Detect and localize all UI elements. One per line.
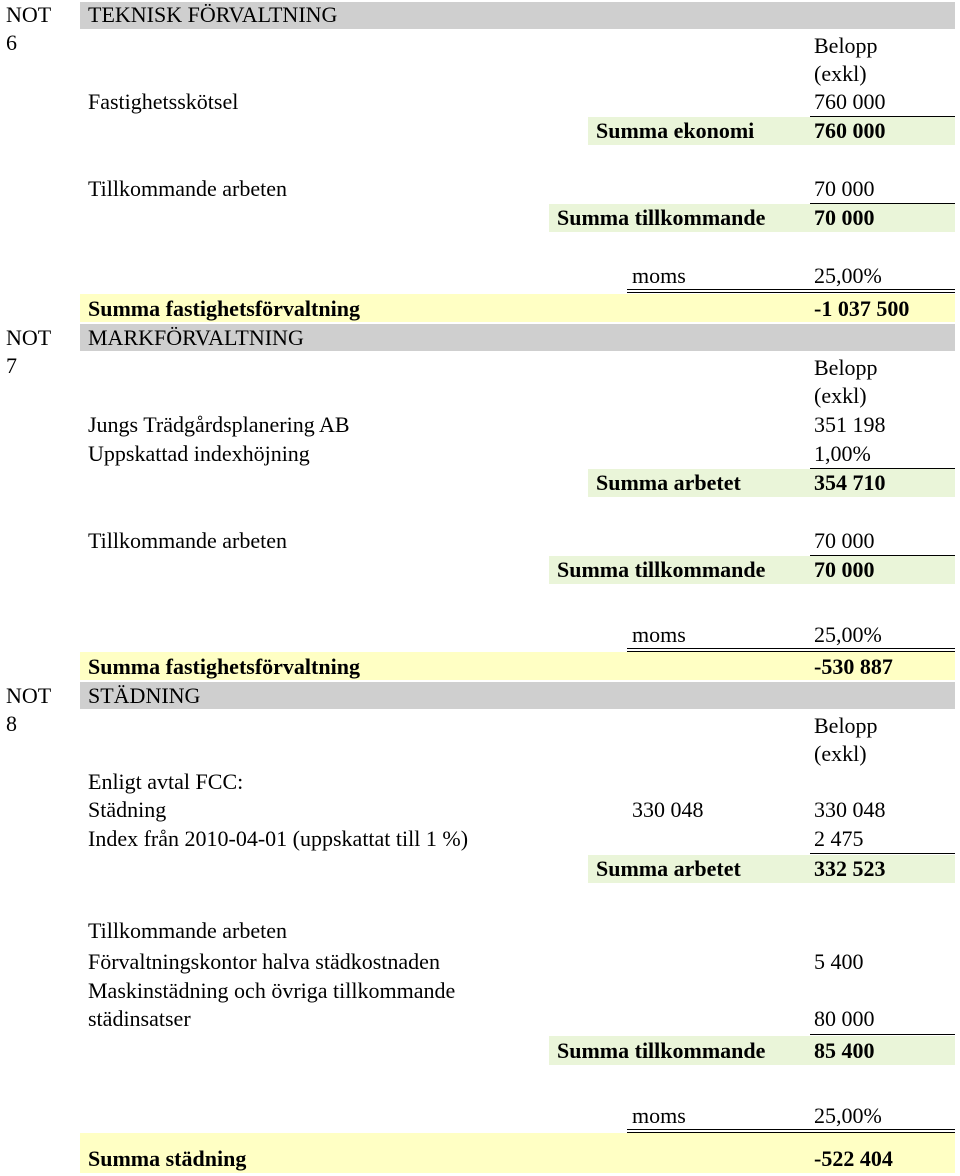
note6-sum2-value: 70 000 <box>814 205 875 230</box>
note8-sum1-value: 332 523 <box>814 856 886 881</box>
note7-number: 7 <box>6 353 17 378</box>
note7-sum2-label: Summa tillkommande <box>557 557 766 582</box>
note7-total-label: Summa fastighetsförvaltning <box>88 654 360 679</box>
note6-sum1-value: 760 000 <box>814 118 886 143</box>
note6-sum2-label: Summa tillkommande <box>557 205 766 230</box>
note6-total-label: Summa fastighetsförvaltning <box>88 296 360 321</box>
note7-extra-value: 70 000 <box>814 528 875 553</box>
note7-total-value: -530 887 <box>814 654 893 679</box>
note7-extra-label: Tillkommande arbeten <box>88 528 287 553</box>
note8-intro: Enligt avtal FCC: <box>88 769 244 794</box>
note8-sum2-label: Summa tillkommande <box>557 1038 766 1063</box>
note8-item2-rule <box>810 853 955 854</box>
note7-column-head-1: Belopp <box>814 355 878 380</box>
note8-item2-label: Index från 2010-04-01 (uppskattat till 1 %) <box>88 826 469 851</box>
note8-extra-heading: Tillkommande arbeten <box>88 918 287 943</box>
note6-label: NOT <box>6 2 52 27</box>
note8-sum2-value: 85 400 <box>814 1038 875 1063</box>
note7-sum2-value: 70 000 <box>814 557 875 582</box>
note8-label: NOT <box>6 683 52 708</box>
note7-heading: MARKFÖRVALTNING <box>88 325 304 350</box>
note6-heading: TEKNISK FÖRVALTNING <box>88 2 338 27</box>
note8-vat-value: 25,00% <box>814 1103 882 1128</box>
note6-item1-value: 760 000 <box>814 89 886 114</box>
note7-item1-value: 351 198 <box>814 412 886 437</box>
note8-total-value: -522 404 <box>814 1146 893 1171</box>
note7-sum1-label: Summa arbetet <box>596 470 741 495</box>
note8-number: 8 <box>6 711 17 736</box>
note8-extra2-label-line2: städinsatser <box>88 1006 191 1031</box>
note7-item2-value: 1,00% <box>814 441 871 466</box>
note6-item1-label: Fastighetsskötsel <box>88 89 239 114</box>
note8-item1-mid-value: 330 048 <box>632 797 704 822</box>
note8-column-head-2: (exkl) <box>814 741 867 766</box>
note8-vat-label: moms <box>632 1103 686 1128</box>
note8-item1-label: Städning <box>88 797 167 822</box>
note7-column-head-2: (exkl) <box>814 383 867 408</box>
note8-extra2-rule <box>810 1034 955 1035</box>
note8-extra1-value: 5 400 <box>814 949 864 974</box>
note8-heading: STÄDNING <box>88 683 201 708</box>
note8-sum1-label: Summa arbetet <box>596 856 741 881</box>
note6-vat-double-rule <box>627 289 955 293</box>
note8-column-head-1: Belopp <box>814 713 878 738</box>
note6-number: 6 <box>6 30 17 55</box>
note7-item2-label: Uppskattad indexhöjning <box>88 441 310 466</box>
note7-sum1-value: 354 710 <box>814 470 886 495</box>
note8-total-label: Summa städning <box>88 1146 247 1171</box>
note6-column-head-1: Belopp <box>814 33 878 58</box>
note6-extra-value: 70 000 <box>814 176 875 201</box>
note6-total-value: -1 037 500 <box>814 296 910 321</box>
note8-extra1-label: Förvaltningskontor halva städkostnaden <box>88 949 440 974</box>
note6-extra-label: Tillkommande arbeten <box>88 176 287 201</box>
note8-item2-value: 2 475 <box>814 826 864 851</box>
note7-item1-label: Jungs Trädgårdsplanering AB <box>88 412 350 437</box>
note6-vat-label: moms <box>632 263 686 288</box>
note6-column-head-2: (exkl) <box>814 61 867 86</box>
note6-vat-value: 25,00% <box>814 263 882 288</box>
note8-extra2-label-line1: Maskinstädning och övriga tillkommande <box>88 978 456 1003</box>
note7-label: NOT <box>6 325 52 350</box>
note8-item1-value: 330 048 <box>814 797 886 822</box>
note8-heading-band <box>80 682 955 709</box>
note6-sum1-label: Summa ekonomi <box>596 118 755 143</box>
note7-vat-value: 25,00% <box>814 622 882 647</box>
note8-extra2-value: 80 000 <box>814 1006 875 1031</box>
note7-vat-label: moms <box>632 622 686 647</box>
